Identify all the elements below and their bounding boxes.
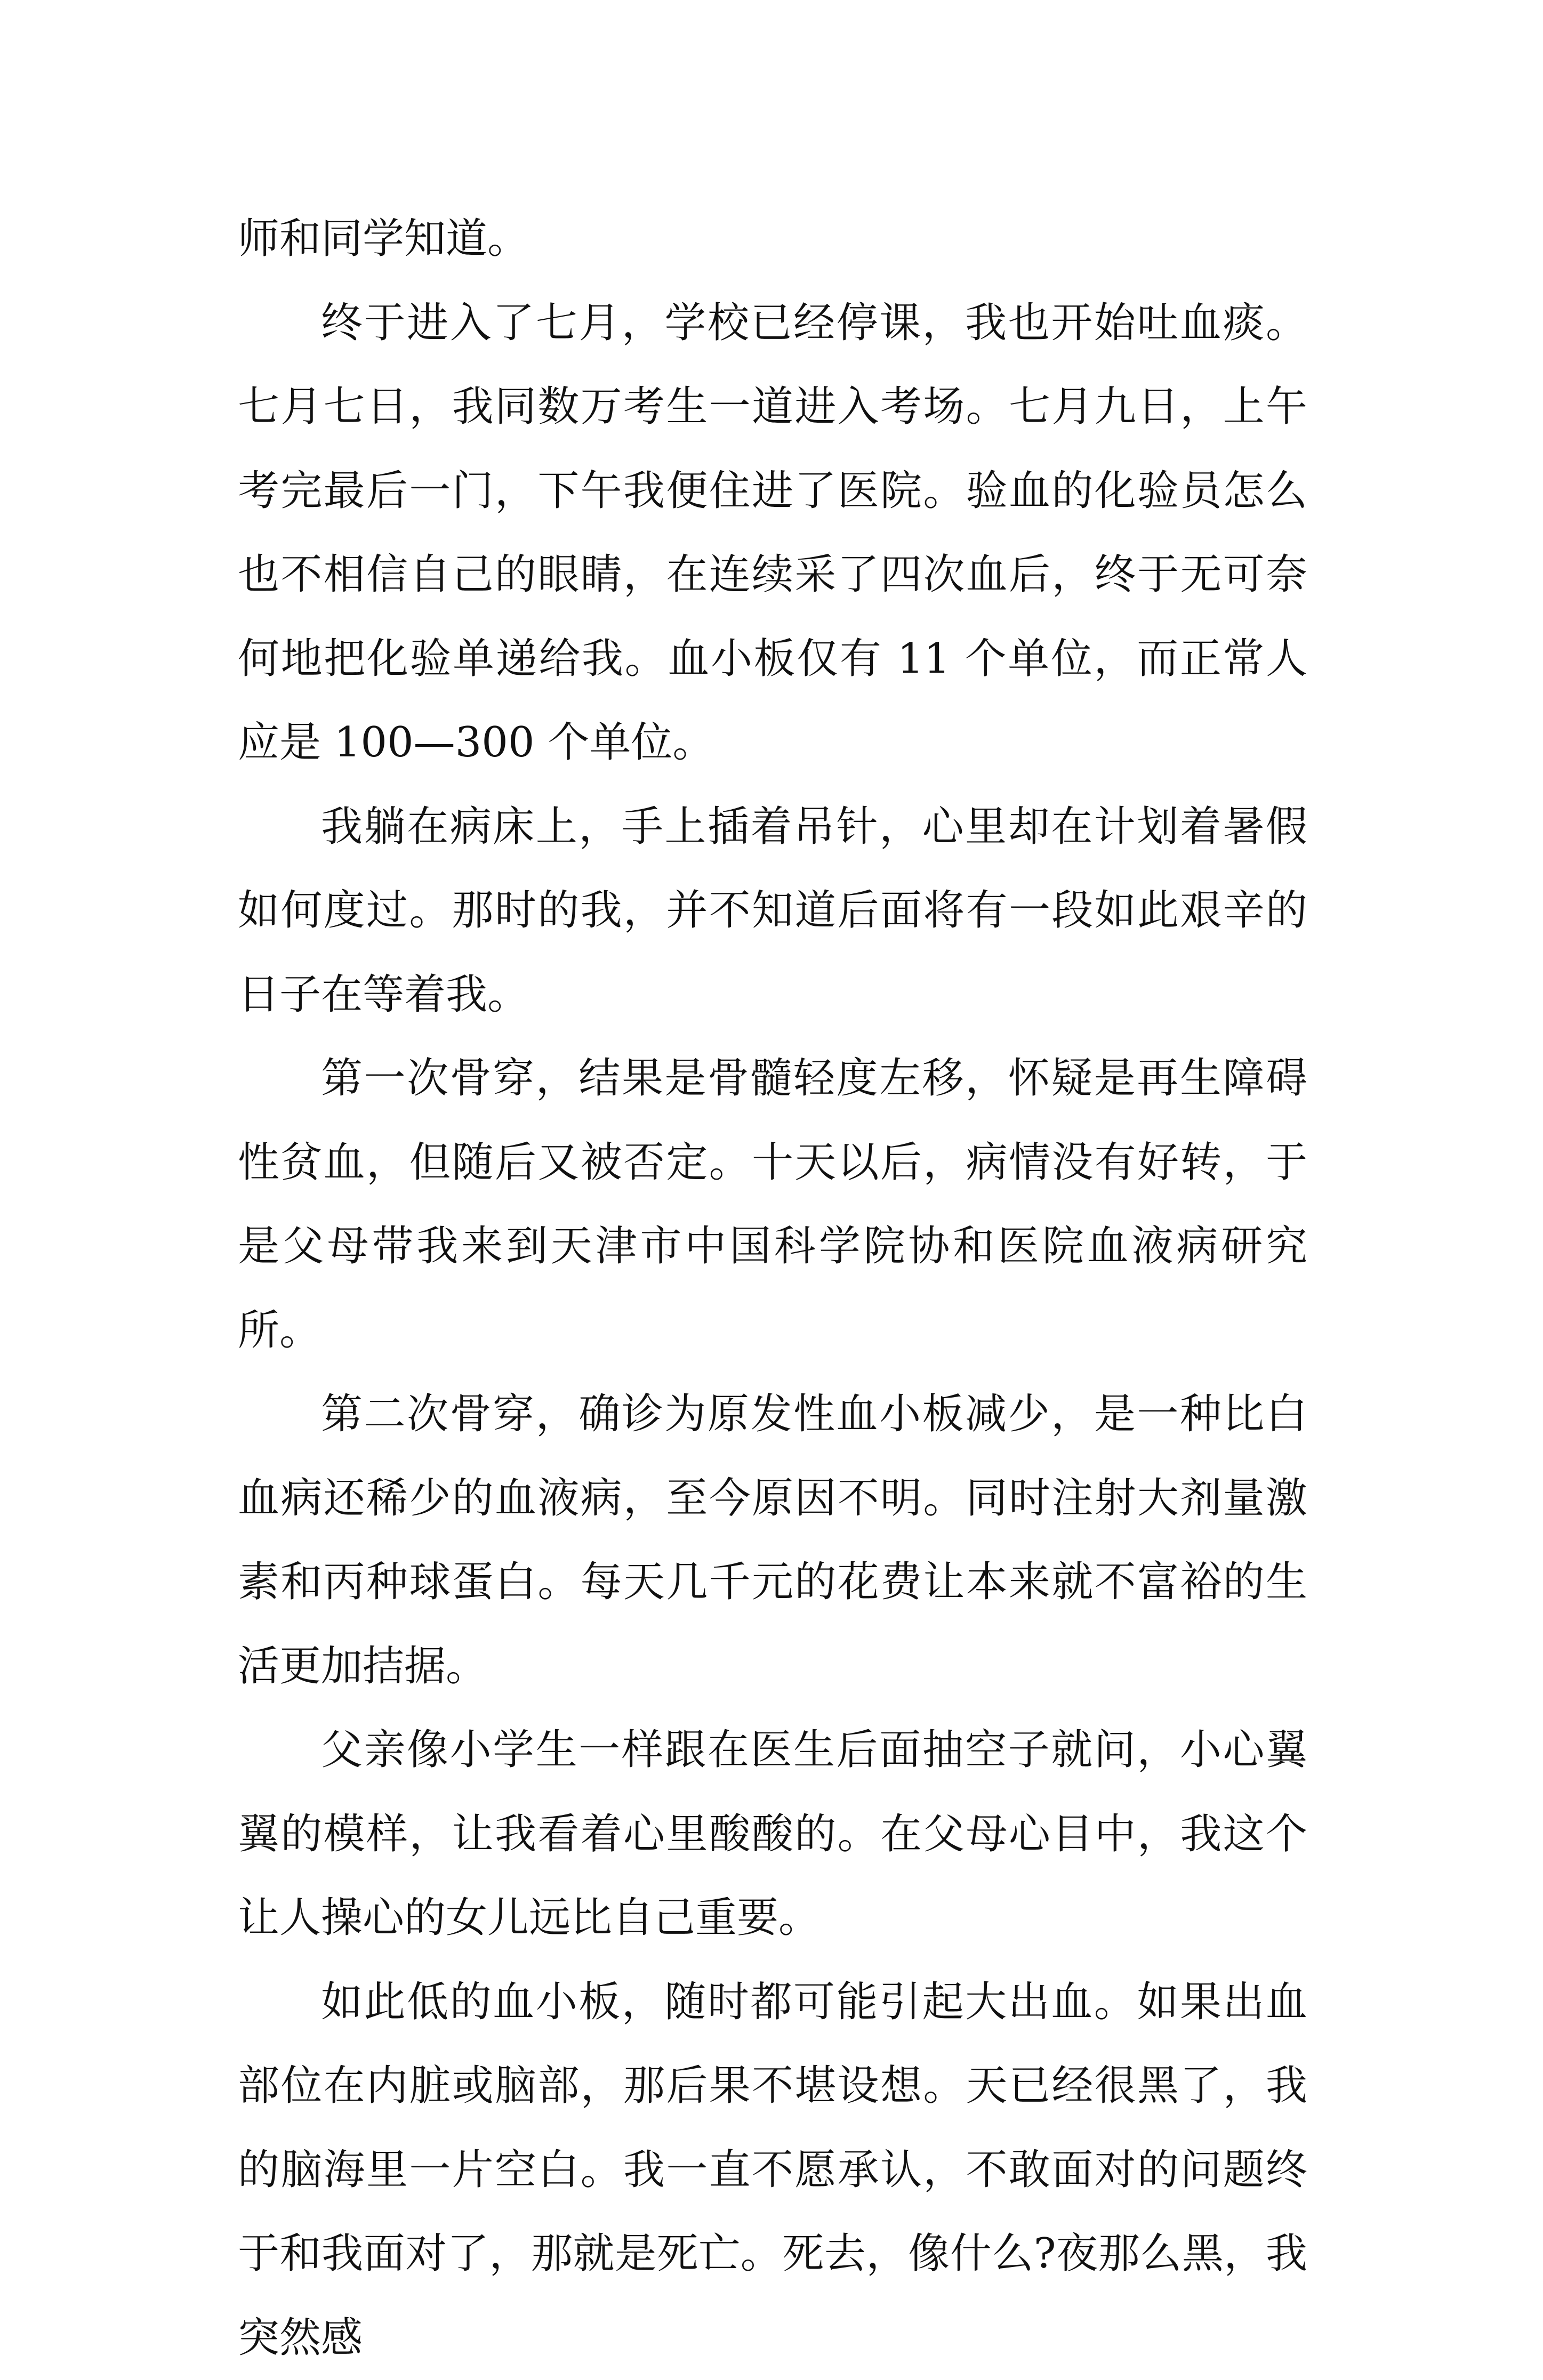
paragraph-3: 我躺在病床上，手上插着吊针，心里却在计划着暑假如何度过。那时的我，并不知道后面将有一段如此艰辛的日子在等着我。 xyxy=(238,785,1307,1037)
paragraph-7: 如此低的血小板，随时都可能引起大出血。如果出血部位在内脏或脑部，那后果不堪设想。天已经很黑了，我的脑海里一片空白。我一直不愿承认，不敢面对的问题终于和我面对了，那就是死亡。死去，像什么?夜那么黑，我突然感 xyxy=(238,1961,1307,2380)
paragraph-1: 师和同学知道。 xyxy=(238,197,1307,281)
paragraph-2: 终于进入了七月，学校已经停课，我也开始吐血痰。七月七日，我同数万考生一道进入考场。七月九日，上午考完最后一门，下午我便住进了医院。验血的化验员怎么也不相信自己的眼睛，在连续采了四次血后，终于无可奈何地把化验单递给我。血小板仅有 11 个单位，而正常人应是 100—300 个单位。 xyxy=(238,281,1307,785)
paragraph-5: 第二次骨穿，确诊为原发性血小板减少，是一种比白血病还稀少的血液病，至今原因不明。同时注射大剂量激素和丙种球蛋白。每天几千元的花费让本来就不富裕的生活更加拮据。 xyxy=(238,1373,1307,1708)
body-text xyxy=(238,197,1307,2380)
paragraph-4: 第一次骨穿，结果是骨髓轻度左移，怀疑是再生障碍性贫血，但随后又被否定。十天以后，病情没有好转，于是父母带我来到天津市中国科学院协和医院血液病研究所。 xyxy=(238,1037,1307,1373)
paragraph-6: 父亲像小学生一样跟在医生后面抽空子就问，小心翼翼的模样，让我看着心里酸酸的。在父母心目中，我这个让人操心的女儿远比自己重要。 xyxy=(238,1708,1307,1961)
